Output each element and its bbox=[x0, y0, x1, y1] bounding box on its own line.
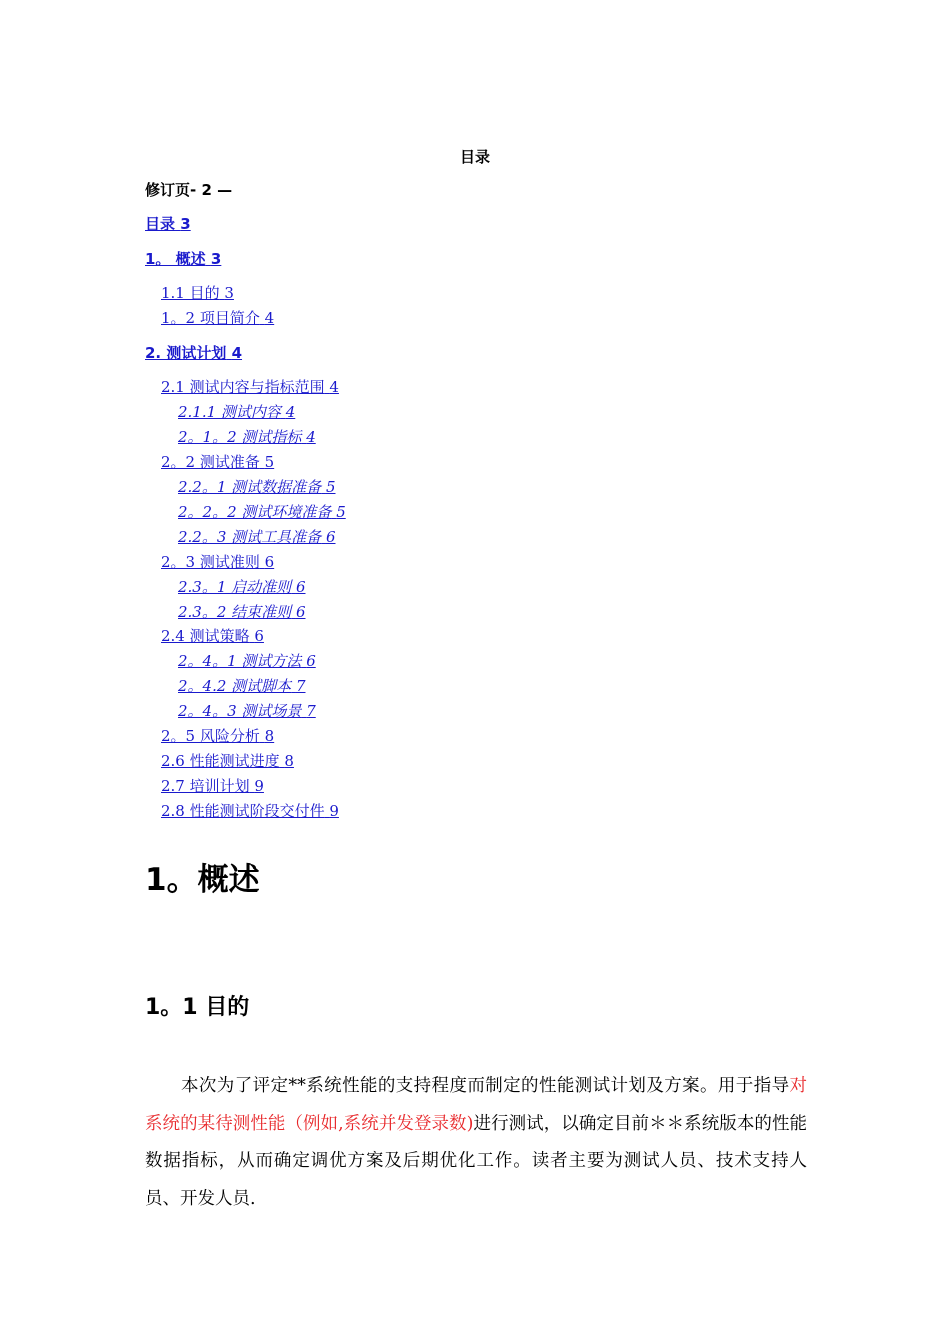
toc-link[interactable]: 2.2。3 测试工具准备 6 bbox=[178, 528, 336, 546]
toc-link[interactable]: 2。2。2 测试环境准备 5 bbox=[178, 503, 346, 521]
toc-entry-2-8[interactable] bbox=[161, 801, 339, 821]
section-heading: 1。概述 bbox=[145, 862, 260, 898]
toc-entry-project-intro[interactable] bbox=[161, 308, 274, 328]
toc-entry-2-3-1[interactable] bbox=[178, 577, 306, 597]
toc-entry-2-3[interactable] bbox=[161, 552, 274, 572]
paragraph-highlight: 对系统的某待测性能（例如,系统并发登录数) bbox=[145, 1076, 807, 1134]
toc-link[interactable]: 2。1。2 测试指标 4 bbox=[178, 428, 316, 446]
toc-link[interactable]: 2。4。3 测试场景 7 bbox=[178, 702, 316, 720]
subsection-heading: 1。1 目的 bbox=[145, 995, 250, 1020]
toc-link[interactable]: 2.1 测试内容与指标范围 4 bbox=[161, 378, 339, 396]
toc-revision-page: - 2 — bbox=[190, 181, 233, 199]
toc-entry-2-4-3[interactable] bbox=[178, 701, 316, 721]
paragraph-text-start: 本次为了评定**系统性能的支持程度而制定的性能测试计划及方案。用于指导 bbox=[181, 1076, 790, 1096]
toc-link[interactable]: 2。2 测试准备 5 bbox=[161, 453, 275, 471]
toc-link[interactable]: 1.1 目的 3 bbox=[161, 284, 234, 302]
toc-entry-2-1[interactable] bbox=[161, 377, 339, 397]
toc-entry-2-3-2[interactable] bbox=[178, 602, 306, 622]
toc-revision-entry bbox=[145, 180, 232, 200]
toc-entry-contents[interactable] bbox=[145, 214, 191, 234]
toc-link[interactable]: 2. 测试计划 4 bbox=[145, 344, 243, 362]
toc-link[interactable]: 2。4。1 测试方法 6 bbox=[178, 652, 316, 670]
toc-entry-2-4-2[interactable] bbox=[178, 676, 306, 696]
toc-entry-2-2[interactable] bbox=[161, 452, 274, 472]
toc-entry-2-2-2[interactable] bbox=[178, 502, 346, 522]
toc-entry-2-7[interactable] bbox=[161, 776, 264, 796]
toc-entry-2-4[interactable] bbox=[161, 626, 264, 646]
toc-entry-2-2-3[interactable] bbox=[178, 527, 336, 547]
toc-link[interactable]: 2。3 测试准则 6 bbox=[161, 553, 275, 571]
toc-link[interactable]: 目录 3 bbox=[145, 215, 191, 233]
toc-link[interactable]: 2.3。1 启动准则 6 bbox=[178, 578, 306, 596]
toc-entry-overview[interactable] bbox=[145, 249, 221, 269]
toc-link[interactable]: 2.7 培训计划 9 bbox=[161, 777, 264, 795]
toc-link[interactable]: 2。5 风险分析 8 bbox=[161, 727, 275, 745]
toc-entry-2-1-1[interactable] bbox=[178, 402, 295, 422]
toc-link[interactable]: 2.3。2 结束准则 6 bbox=[178, 603, 306, 621]
toc-revision-label: 修订页 bbox=[145, 181, 191, 199]
toc-link[interactable]: 1。2 项目简介 4 bbox=[161, 309, 275, 327]
paragraph-text-end: 进行测试，以确定目前＊＊系统版本的性能数据指标，从而确定调优方案及后期优化工作。读者主要为测试人员、技术支持人员、开发人员. bbox=[145, 1113, 808, 1209]
toc-entry-purpose[interactable] bbox=[161, 283, 234, 303]
toc-link[interactable]: 2.1.1 测试内容 4 bbox=[178, 403, 296, 421]
toc-link[interactable]: 1。 概述 3 bbox=[145, 250, 222, 268]
toc-entry-2-2-1[interactable] bbox=[178, 477, 336, 497]
purpose-paragraph bbox=[145, 1068, 807, 1218]
toc-entry-2-5[interactable] bbox=[161, 726, 274, 746]
toc-entry-test-plan[interactable] bbox=[145, 343, 242, 363]
toc-title: 目录 bbox=[459, 148, 490, 166]
toc-link[interactable]: 2.8 性能测试阶段交付件 9 bbox=[161, 802, 339, 820]
toc-entry-2-4-1[interactable] bbox=[178, 651, 316, 671]
toc-link[interactable]: 2.2。1 测试数据准备 5 bbox=[178, 478, 336, 496]
toc-link[interactable]: 2。4.2 测试脚本 7 bbox=[178, 677, 306, 695]
toc-link[interactable]: 2.6 性能测试进度 8 bbox=[161, 752, 294, 770]
toc-entry-2-6[interactable] bbox=[161, 751, 294, 771]
toc-entry-2-1-2[interactable] bbox=[178, 427, 316, 447]
toc-link[interactable]: 2.4 测试策略 6 bbox=[161, 627, 264, 645]
